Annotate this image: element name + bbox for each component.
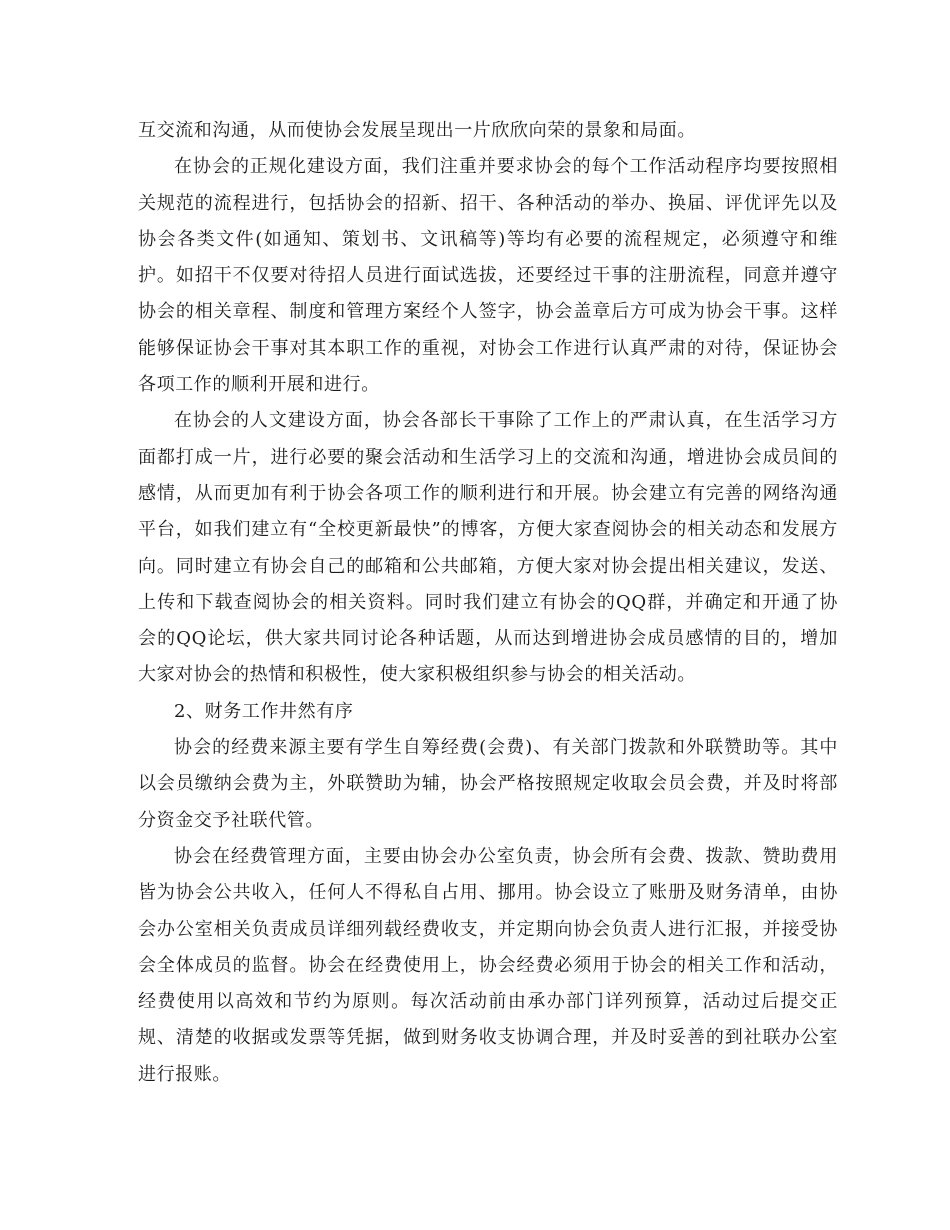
paragraph-culture-building: 在协会的人文建设方面，协会各部长干事除了工作上的严肃认真，在生活学习方面都打成一片，进行必要的聚会活动和生活学习上的交流和沟通，增进协会成员间的感情，从而更加有利于协会各项工作的顺利进行和开展。协会建立有完善的网络沟通平台，如我们建立有“全校更新最快”的博客，方便大家查阅协会的相关动态和发展方向。同时建立有协会自己的邮箱和公共邮箱，方便大家对协会提出相关建议，发送、上传和下载查阅协会的相关资料。同时我们建立有协会的QQ群，并确定和开通了协会的QQ论坛，供大家共同讨论各种话题，从而达到增进协会成员感情的目的，增加大家对协会的热情和积极性，使大家积极组织参与协会的相关活动。 xyxy=(138,410,838,686)
document-body xyxy=(138,113,838,1093)
paragraph-funding-management: 协会在经费管理方面，主要由协会办公室负责，协会所有会费、拨款、赞助费用皆为协会公共收入，任何人不得私自占用、挪用。协会设立了账册及财务清单，由协会办公室相关负责成员详细列载经费收支，并定期向协会负责人进行汇报，并接受协会全体成员的监督。协会在经费使用上，协会经费必须用于协会的相关工作和活动，经费使用以高效和节约为原则。每次活动前由承办部门详列预算，活动过后提交正规、清楚的收据或发票等凭据，做到财务收支协调合理，并及时妥善的到社联办公室进行报账。 xyxy=(138,845,838,1085)
paragraph-continuation: 互交流和沟通，从而使协会发展呈现出一片欣欣向荣的景象和局面。 xyxy=(138,120,696,141)
section-heading-finance: 2、财务工作井然有序 xyxy=(174,700,354,722)
paragraph-standardization: 在协会的正规化建设方面，我们注重并要求协会的每个工作活动程序均要按照相关规范的流程进行，包括协会的招新、招干、各种活动的举办、换届、评优评先以及协会各类文件(如通知、策划书、文讯稿等)等均有必要的流程规定，必须遵守和维护。如招干不仅要对待招人员进行面试选拔，还要经过干事的注册流程，同意并遵守协会的相关章程、制度和管理方案经个人签字，协会盖章后方可成为协会干事。这样能够保证协会干事对其本职工作的重视，对协会工作进行认真严肃的对待，保证协会各项工作的顺利开展和进行。 xyxy=(138,156,838,396)
paragraph-funding-sources: 协会的经费来源主要有学生自筹经费(会费)、有关部门拨款和外联赞助等。其中以会员缴纳会费为主，外联赞助为辅，协会严格按照规定收取会员会费，并及时将部分资金交予社联代管。 xyxy=(138,737,838,831)
